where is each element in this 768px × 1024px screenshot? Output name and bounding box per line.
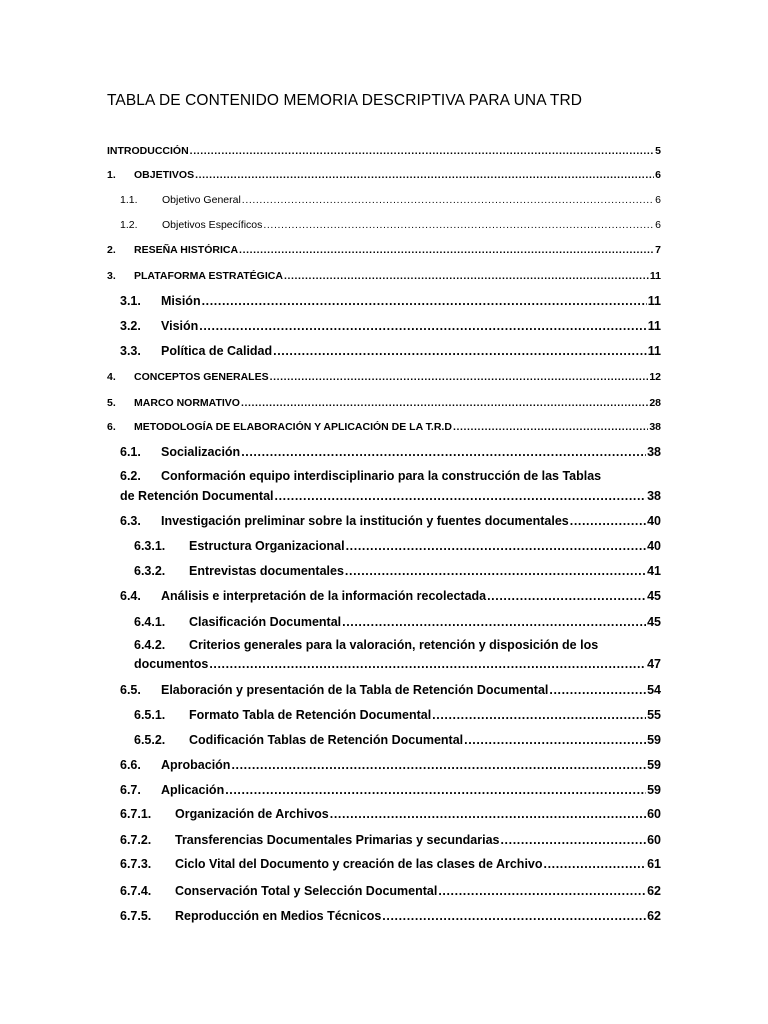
toc-page-number: 59 — [647, 783, 661, 797]
toc-dot-leader — [241, 445, 646, 459]
toc-entry[interactable] — [120, 294, 661, 308]
toc-entry-text: de Retención Documental — [120, 489, 274, 503]
toc-entry-number: 6.7.3. — [120, 857, 152, 871]
toc-page-number: 41 — [647, 564, 661, 578]
toc-entry-text: Conservación Total y Selección Documental — [175, 884, 438, 898]
toc-page-number: 11 — [647, 319, 661, 333]
toc-dot-leader — [330, 807, 646, 821]
toc-dot-leader — [195, 169, 654, 181]
toc-page-number: 62 — [647, 884, 661, 898]
toc-entry[interactable] — [120, 857, 661, 871]
toc-entry[interactable] — [120, 833, 661, 847]
toc-entry-number: 1.2. — [120, 219, 138, 231]
toc-entry-number: 1.1. — [120, 194, 138, 206]
toc-dot-leader — [273, 344, 647, 358]
toc-entry[interactable] — [120, 884, 661, 898]
toc-entry-number: 4. — [107, 371, 116, 383]
toc-dot-leader — [570, 514, 646, 528]
toc-dot-leader — [275, 489, 647, 503]
toc-dot-leader — [199, 319, 647, 333]
toc-entry-number: 6.3.2. — [134, 564, 166, 578]
toc-page-number: 11 — [647, 294, 661, 308]
toc-entry[interactable] — [107, 169, 661, 181]
toc-entry-text: RESEÑA HISTÓRICA — [134, 244, 239, 256]
toc-entry-text: METODOLOGÍA DE ELABORACIÓN Y APLICACIÓN DE LA T.R.D — [134, 421, 452, 433]
toc-page-number: 59 — [647, 733, 661, 747]
toc-page-number: 38 — [649, 421, 661, 433]
toc-page-number: 55 — [647, 708, 661, 722]
toc-page-number: 5 — [655, 145, 661, 157]
toc-entry-text: CONCEPTOS GENERALES — [134, 371, 269, 383]
toc-dot-leader — [549, 683, 646, 697]
toc-entry-text: Aplicación — [161, 783, 225, 797]
toc-dot-leader — [544, 857, 647, 871]
toc-entry-text: Objetivos Específicos — [162, 219, 263, 231]
toc-page-number: 6 — [655, 194, 661, 206]
toc-entry[interactable] — [107, 244, 661, 256]
toc-entry-text: Aprobación — [161, 758, 231, 772]
toc-entry-number: 6.4.1. — [134, 615, 166, 629]
toc-dot-leader — [453, 421, 648, 433]
toc-entry-number: 6.7.4. — [120, 884, 152, 898]
toc-entry[interactable] — [107, 270, 661, 282]
toc-dot-leader — [382, 909, 646, 923]
toc-entry-text: Socialización — [161, 445, 241, 459]
toc-entry-number: 6.3. — [120, 514, 141, 528]
toc-entry-number: 6. — [107, 421, 116, 433]
toc-entry[interactable] — [120, 807, 661, 821]
toc-entry-number: 6.6. — [120, 758, 141, 772]
toc-entry-text: Ciclo Vital del Documento y creación de las clases de Archivo — [175, 857, 543, 871]
toc-entry-number: 6.2. — [120, 469, 141, 483]
toc-dot-leader — [239, 244, 654, 256]
toc-entry-number: 3.3. — [120, 344, 141, 358]
toc-entry-number: 5. — [107, 397, 116, 409]
toc-entry-number: 3. — [107, 270, 116, 282]
toc-page-number: 59 — [647, 758, 661, 772]
toc-entry[interactable] — [107, 397, 661, 409]
toc-entry-text: OBJETIVOS — [134, 169, 195, 181]
toc-entry-text: MARCO NORMATIVO — [134, 397, 240, 409]
toc-page-number: 45 — [647, 615, 661, 629]
toc-page-number: 11 — [647, 344, 661, 358]
toc-entry-number: 3.1. — [120, 294, 141, 308]
toc-page-number: 60 — [647, 833, 661, 847]
toc-entry[interactable] — [120, 514, 661, 528]
toc-page-number: 38 — [647, 445, 661, 459]
toc-page-number: 60 — [647, 807, 661, 821]
toc-dot-leader — [209, 657, 646, 671]
toc-dot-leader — [432, 708, 646, 722]
toc-page-number: 40 — [647, 514, 661, 528]
toc-entry-heading-line[interactable] — [134, 638, 598, 652]
toc-entry-text: INTRODUCCIÓN — [107, 145, 189, 157]
toc-entry-text: Análisis e interpretación de la información recolectada — [161, 589, 487, 603]
toc-entry-text: Formato Tabla de Retención Documental — [189, 708, 432, 722]
toc-entry-number: 6.7. — [120, 783, 141, 797]
toc-entry[interactable] — [107, 145, 661, 157]
toc-page-number: 54 — [647, 683, 661, 697]
toc-entry[interactable] — [107, 371, 661, 383]
toc-dot-leader — [190, 145, 654, 157]
toc-entry[interactable] — [120, 344, 661, 358]
toc-entry[interactable] — [134, 657, 661, 671]
toc-entry[interactable] — [120, 758, 661, 772]
toc-entry-number: 1. — [107, 169, 116, 181]
toc-dot-leader — [342, 615, 646, 629]
toc-entry[interactable] — [120, 489, 661, 503]
toc-entry[interactable] — [134, 733, 661, 747]
toc-entry-number: 6.7.5. — [120, 909, 152, 923]
toc-entry[interactable] — [120, 219, 661, 231]
toc-entry-text: Visión — [161, 319, 199, 333]
toc-page-number: 6 — [655, 219, 661, 231]
toc-page-number: 28 — [649, 397, 661, 409]
toc-entry-text-line1: Criterios generales para la valoración, retención y disposición de los — [189, 638, 599, 652]
toc-dot-leader — [270, 371, 649, 383]
toc-entry-text: Objetivo General — [162, 194, 241, 206]
toc-entry-text: Misión — [161, 294, 201, 308]
toc-dot-leader — [438, 884, 646, 898]
toc-dot-leader — [225, 783, 646, 797]
toc-entry-text: PLATAFORMA ESTRATÉGICA — [134, 270, 283, 282]
toc-page-number: 38 — [647, 489, 661, 503]
toc-dot-leader — [346, 539, 646, 553]
toc-entry-text: documentos — [134, 657, 209, 671]
toc-page-number: 7 — [655, 244, 661, 256]
toc-entry-number: 6.3.1. — [134, 539, 166, 553]
toc-entry-text: Transferencias Documentales Primarias y secundarias — [175, 833, 500, 847]
toc-entry-heading-line[interactable] — [120, 469, 601, 483]
toc-entry[interactable] — [120, 589, 661, 603]
toc-entry-text: Codificación Tablas de Retención Documental — [189, 733, 464, 747]
toc-page-number: 6 — [655, 169, 661, 181]
toc-entry-text-line1: Conformación equipo interdisciplinario para la construcción de las Tablas — [161, 469, 602, 483]
toc-entry[interactable] — [120, 783, 661, 797]
toc-entry-text: Reproducción en Medios Técnicos — [175, 909, 382, 923]
toc-entry-text: Clasificación Documental — [189, 615, 342, 629]
toc-entry-text: Entrevistas documentales — [189, 564, 344, 578]
toc-entry-text: Investigación preliminar sobre la institución y fuentes documentales — [161, 514, 569, 528]
toc-dot-leader — [242, 194, 654, 206]
toc-page-number: 12 — [649, 371, 661, 383]
toc-entry-text: Organización de Archivos — [175, 807, 329, 821]
toc-entry-number: 6.4. — [120, 589, 141, 603]
toc-entry-number: 6.5. — [120, 683, 141, 697]
toc-entry-text: Estructura Organizacional — [189, 539, 345, 553]
toc-entry-number: 6.5.1. — [134, 708, 166, 722]
toc-entry[interactable] — [120, 445, 661, 459]
toc-dot-leader — [202, 294, 647, 308]
toc-dot-leader — [500, 833, 646, 847]
toc-dot-leader — [241, 397, 648, 409]
toc-dot-leader — [487, 589, 646, 603]
toc-dot-leader — [231, 758, 646, 772]
toc-entry-number: 6.4.2. — [134, 638, 166, 652]
toc-page-number: 62 — [647, 909, 661, 923]
toc-dot-leader — [345, 564, 646, 578]
toc-page-number: 47 — [647, 657, 661, 671]
toc-entry-text: Elaboración y presentación de la Tabla de Retención Documental — [161, 683, 549, 697]
toc-entry-number: 6.5.2. — [134, 733, 166, 747]
toc-entry[interactable] — [120, 683, 661, 697]
toc-dot-leader — [263, 219, 654, 231]
toc-entry-number: 2. — [107, 244, 116, 256]
toc-entry-number: 6.7.2. — [120, 833, 152, 847]
toc-entry[interactable] — [107, 421, 661, 433]
toc-entry[interactable] — [120, 319, 661, 333]
toc-page-number: 11 — [649, 270, 661, 282]
toc-page-number: 40 — [647, 539, 661, 553]
page-title: TABLA DE CONTENIDO MEMORIA DESCRIPTIVA PARA UNA TRD — [107, 92, 583, 109]
toc-entry-number: 3.2. — [120, 319, 141, 333]
toc-entry[interactable] — [134, 539, 661, 553]
toc-page-number: 61 — [647, 857, 661, 871]
toc-page-number: 45 — [647, 589, 661, 603]
toc-dot-leader — [284, 270, 649, 282]
toc-dot-leader — [464, 733, 646, 747]
toc-entry[interactable] — [134, 708, 661, 722]
toc-entry[interactable] — [120, 909, 661, 923]
toc-entry-text: Política de Calidad — [161, 344, 273, 358]
toc-entry-number: 6.1. — [120, 445, 141, 459]
toc-entry[interactable] — [134, 564, 661, 578]
toc-entry[interactable] — [134, 615, 661, 629]
toc-entry[interactable] — [120, 194, 661, 206]
toc-entry-number: 6.7.1. — [120, 807, 152, 821]
